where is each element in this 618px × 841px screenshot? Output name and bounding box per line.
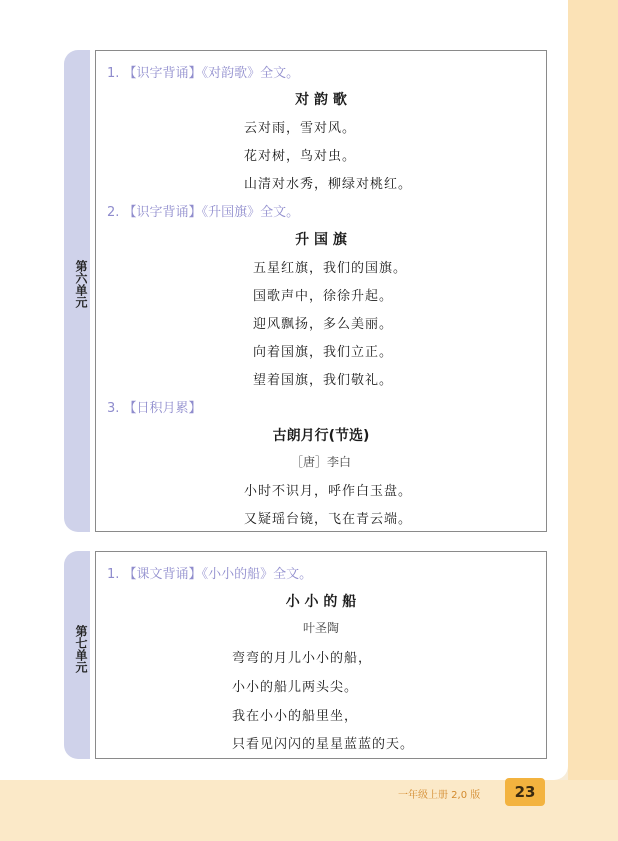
poem-line: 望着国旗，我们敬礼。 xyxy=(253,373,394,388)
right-margin-strip xyxy=(568,0,618,841)
poem-line: 国歌声中，徐徐升起。 xyxy=(253,289,394,304)
section-number: 2. xyxy=(107,205,120,220)
section-heading xyxy=(107,563,312,582)
unit-tab-label: 第六单元 xyxy=(74,260,88,308)
poem-line: 向着国旗，我们立正。 xyxy=(253,345,394,360)
section-number: 1. xyxy=(107,567,120,582)
poem-title: 对 韵 歌 xyxy=(295,92,347,108)
section-heading xyxy=(107,62,299,81)
poem-line: 又疑瑶台镜，飞在青云端。 xyxy=(244,512,413,527)
poem-title: 升 国 旗 xyxy=(295,232,347,248)
poem-line: 云对雨，雪对风。 xyxy=(244,121,357,136)
poem-line: 小时不识月，呼作白玉盘。 xyxy=(244,484,413,499)
section-heading xyxy=(107,397,202,416)
page-number: 23 xyxy=(505,778,545,806)
poem-author: ［唐］李白 xyxy=(290,455,351,469)
section-text: 《对韵歌》全文。 xyxy=(201,66,300,81)
poem-line: 我在小小的船里坐， xyxy=(232,709,359,724)
poem-line: 弯弯的月儿小小的船， xyxy=(232,651,373,666)
section-text: 《小小的船》全文。 xyxy=(201,567,313,582)
poem-title: 古朗月行(节选) xyxy=(272,428,370,444)
section-tag: 【识字背诵】 xyxy=(123,66,202,81)
poem-line: 山清对水秀，柳绿对桃红。 xyxy=(244,177,413,192)
section-tag: 【识字背诵】 xyxy=(123,205,202,220)
poem-title: 小 小 的 船 xyxy=(285,594,357,610)
poem-line: 小小的船儿两头尖。 xyxy=(232,680,359,695)
poem-line: 花对树，鸟对虫。 xyxy=(244,149,357,164)
section-text: 《升国旗》全文。 xyxy=(201,205,300,220)
unit-tab-7 xyxy=(64,551,90,759)
unit-tab-label: 第七单元 xyxy=(74,625,88,673)
section-tag: 【日积月累】 xyxy=(123,401,202,416)
unit-tab-6 xyxy=(64,50,90,532)
poem-line: 五星红旗，我们的国旗。 xyxy=(253,261,408,276)
footer-grade: 一年级上册 2,0 版 xyxy=(398,790,481,801)
poem-line: 只看见闪闪的星星蓝蓝的天。 xyxy=(232,737,415,752)
section-tag: 【课文背诵】 xyxy=(123,567,202,582)
section-number: 1. xyxy=(107,66,120,81)
section-number: 3. xyxy=(107,401,120,416)
section-heading xyxy=(107,201,299,220)
poem-line: 迎风飘扬，多么美丽。 xyxy=(253,317,394,332)
poem-author: 叶圣陶 xyxy=(302,621,339,635)
